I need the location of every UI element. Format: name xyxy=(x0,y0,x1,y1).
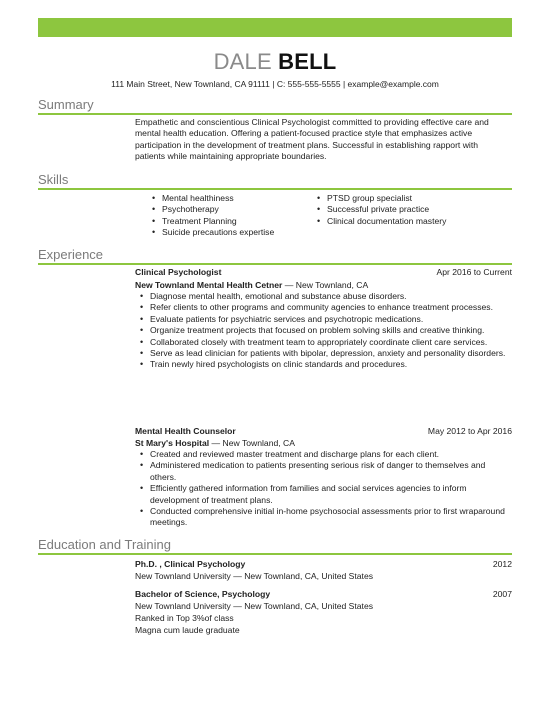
skill-item: • Psychotherapy xyxy=(150,204,310,215)
job-title: Clinical Psychologist xyxy=(135,267,222,277)
job-location: — New Townland, CA xyxy=(282,280,369,290)
summary-divider xyxy=(38,113,512,115)
school: New Townland University — New Townland, CA, United States xyxy=(135,601,374,611)
education-header xyxy=(135,558,512,570)
summary-heading: Summary xyxy=(38,97,94,112)
experience-heading: Experience xyxy=(38,247,104,262)
first-name: DALE xyxy=(213,49,272,74)
contact-info: 111 Main Street, New Townland, CA 91111 | C: 555-555-5555 | example@example.com xyxy=(111,79,439,89)
skill-item: • Successful private practice xyxy=(315,204,510,215)
job-header xyxy=(135,266,512,278)
job-duty: • Conducted comprehensive initial in-home psychosocial assessments prior to first wraparound meetings. xyxy=(138,506,508,529)
school: New Townland University — New Townland, CA, United States xyxy=(135,571,374,581)
skills-heading: Skills xyxy=(38,172,69,187)
education-note: Magna cum laude graduate xyxy=(135,625,240,635)
skill-item: • Suicide precautions expertise xyxy=(150,227,310,238)
job-employer-line xyxy=(135,437,295,449)
candidate-name xyxy=(0,49,550,75)
job-duty: • Organize treatment projects that focused on problem solving skills and creative thinking. xyxy=(138,325,508,336)
education-header xyxy=(135,588,512,600)
job-header xyxy=(135,425,512,437)
last-name: BELL xyxy=(278,49,337,74)
degree: Bachelor of Science, Psychology xyxy=(135,589,271,599)
job-employer-line xyxy=(135,279,368,291)
summary-text: Empathetic and conscientious Clinical Psychologist committed to providing effective care and mental health education. Offering a patient-focused practice style that emphasizes active participation in the development of treatment plans. Successful in establishing rapport with patients while maintaining appropriate boundaries. xyxy=(135,117,489,162)
job-employer: St Mary's Hospital xyxy=(135,438,210,448)
skill-item: • Mental healthiness xyxy=(150,193,310,204)
skill-item: • Treatment Planning xyxy=(150,216,310,227)
experience-divider xyxy=(38,263,512,265)
job-duty: • Evaluate patients for psychiatric services and psychotropic medications. xyxy=(138,314,508,325)
job-duty: • Serve as lead clinician for patients with bipolar, depression, anxiety and personality disorders. xyxy=(138,348,508,359)
job-duty: • Diagnose mental health, emotional and substance abuse disorders. xyxy=(138,291,508,302)
job-duty: • Collaborated closely with treatment team to appropriately coordinate client care services. xyxy=(138,337,508,348)
job-duty: • Refer clients to other programs and community agencies to enhance treatment processes. xyxy=(138,302,508,313)
job-dates: Apr 2016 to Current xyxy=(436,267,512,277)
education-heading: Education and Training xyxy=(38,537,171,552)
education-note: Ranked in Top 3%of class xyxy=(135,613,234,623)
skill-item: • Clinical documentation mastery xyxy=(315,216,510,227)
job-employer: New Townland Mental Health Cetner xyxy=(135,280,283,290)
job-duty: • Efficiently gathered information from families and social services agencies to inform development of treatment plans. xyxy=(138,483,508,506)
skills-list-left xyxy=(150,193,310,239)
skills-divider xyxy=(38,188,512,190)
job-duties xyxy=(138,291,508,371)
graduation-year: 2007 xyxy=(492,589,512,599)
graduation-year: 2012 xyxy=(492,559,512,569)
education-divider xyxy=(38,553,512,555)
job-duties xyxy=(138,449,508,529)
job-title: Mental Health Counselor xyxy=(135,426,236,436)
job-duty: • Train newly hired psychologists on clinic standards and procedures. xyxy=(138,359,508,370)
skills-list-right xyxy=(315,193,510,227)
job-duty: • Created and reviewed master treatment and discharge plans for each client. xyxy=(138,449,508,460)
job-dates: May 2012 to Apr 2016 xyxy=(427,426,512,436)
job-location: — New Townland, CA xyxy=(209,438,295,448)
job-duty: • Administered medication to patients presenting serious risk of danger to themselves and others. xyxy=(138,460,508,483)
degree: Ph.D. , Clinical Psychology xyxy=(135,559,246,569)
top-accent-bar xyxy=(38,18,512,37)
skill-item: • PTSD group specialist xyxy=(315,193,510,204)
